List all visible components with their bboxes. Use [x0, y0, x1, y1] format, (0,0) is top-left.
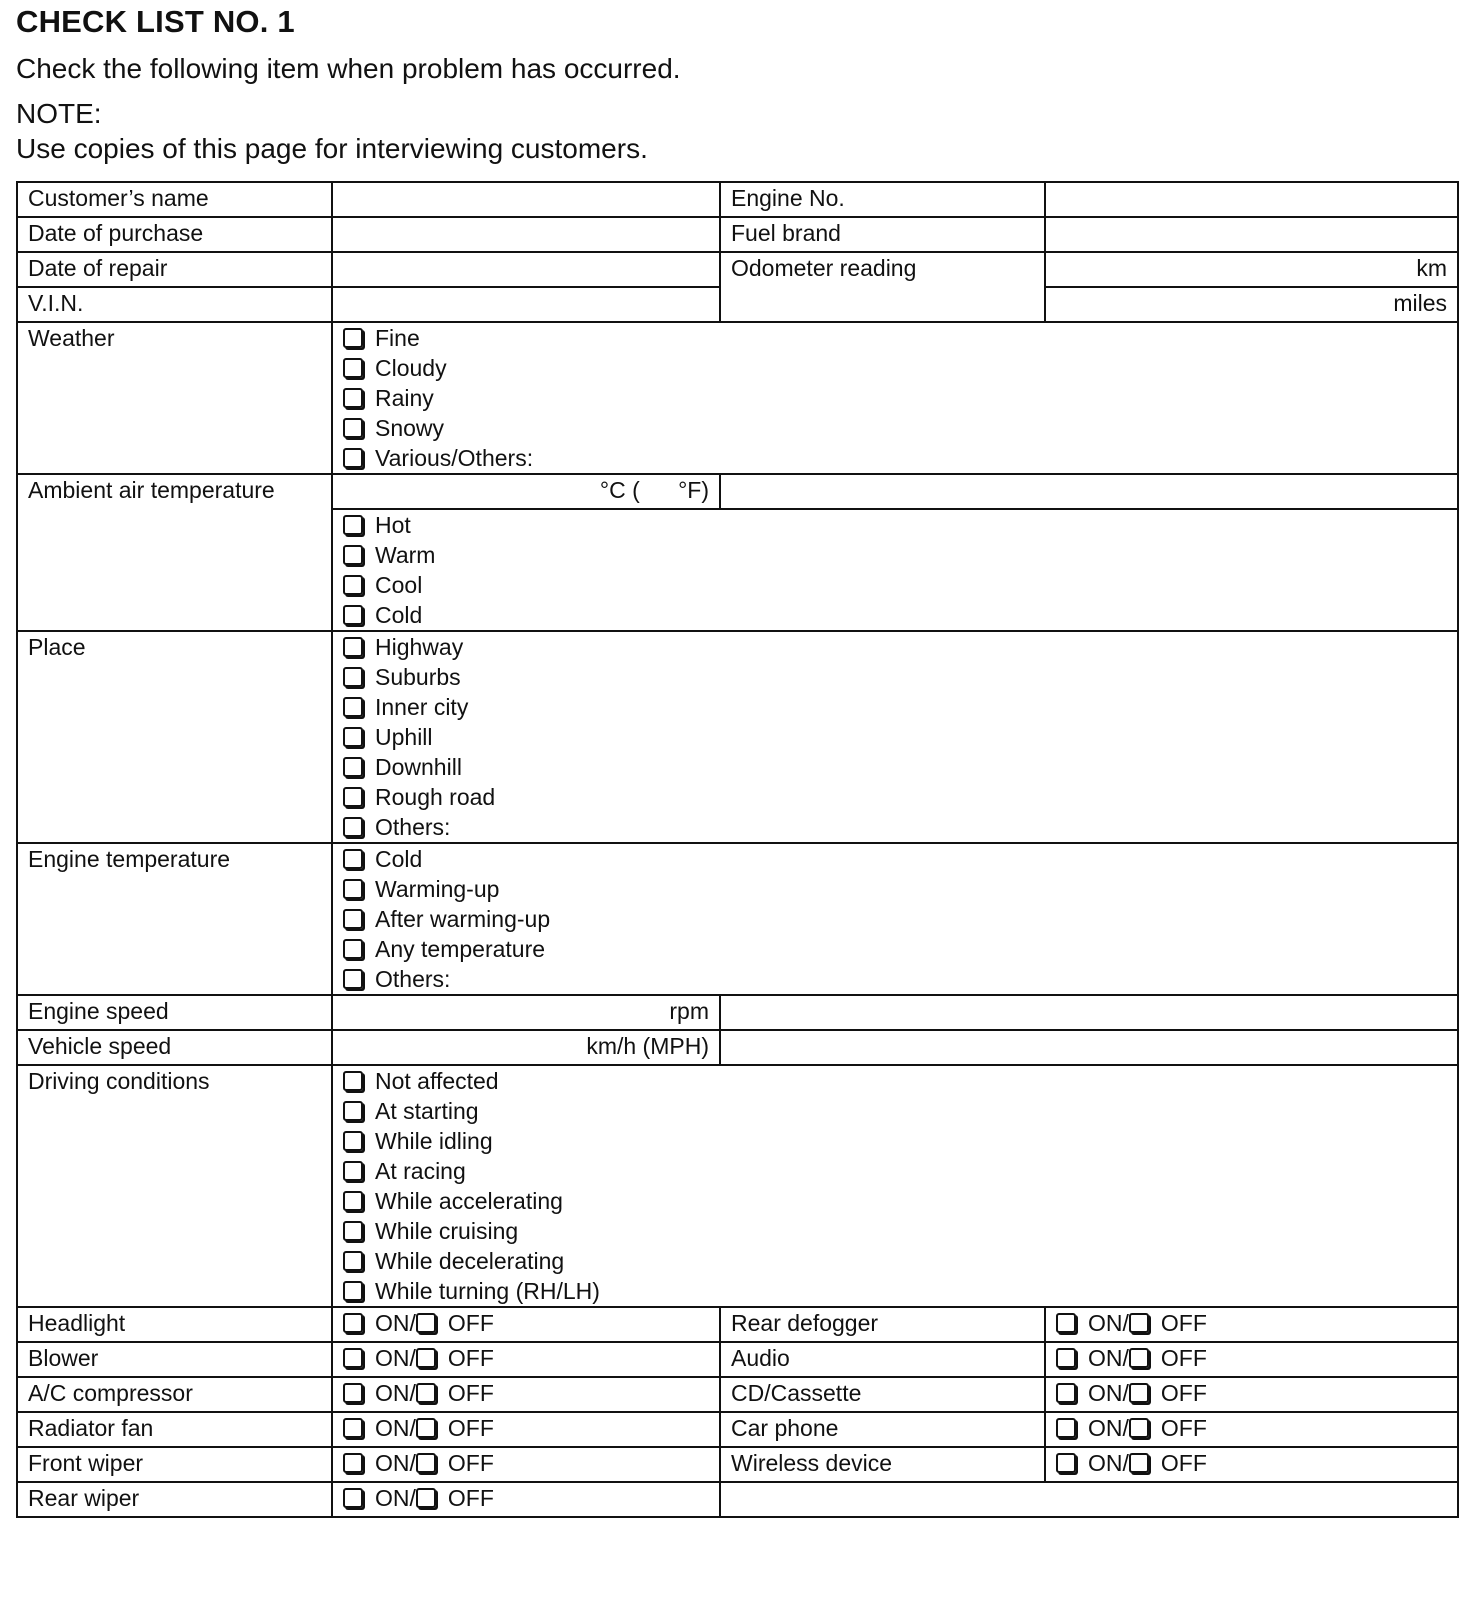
row-device-3	[17, 1377, 1458, 1412]
blower-onoff	[332, 1342, 720, 1377]
engine-temp-option[interactable]	[343, 904, 1447, 934]
row-weather	[17, 322, 1458, 474]
ac-compressor-onoff	[332, 1377, 720, 1412]
off-checkbox[interactable]	[416, 1418, 436, 1438]
odometer-miles-field[interactable]: miles	[1045, 287, 1458, 322]
option-label: Snowy	[375, 415, 445, 441]
ambient-option[interactable]	[343, 540, 1447, 570]
on-checkbox[interactable]	[1056, 1453, 1076, 1473]
headlight-onoff	[332, 1307, 720, 1342]
rear-defogger-onoff	[1045, 1307, 1458, 1342]
driving-option[interactable]	[343, 1246, 1447, 1276]
option-label: Rainy	[375, 385, 434, 411]
checkbox[interactable]	[343, 605, 363, 625]
wireless-device-label: Wireless device	[720, 1447, 1045, 1482]
place-options	[332, 631, 1458, 843]
on-label: ON/	[375, 1345, 416, 1371]
blower-label: Blower	[17, 1342, 332, 1377]
checkbox[interactable]	[343, 667, 363, 687]
off-label: OFF	[1160, 1380, 1207, 1406]
off-checkbox[interactable]	[416, 1488, 436, 1508]
checkbox[interactable]	[343, 727, 363, 747]
option-label: Not affected	[375, 1068, 499, 1094]
date-of-purchase-label: Date of purchase	[17, 217, 332, 252]
driving-option[interactable]	[343, 1096, 1447, 1126]
vin-field[interactable]	[332, 287, 720, 322]
fuel-brand-label: Fuel brand	[720, 217, 1045, 252]
on-label: ON/	[1088, 1415, 1129, 1441]
vin-label: V.I.N.	[17, 287, 332, 322]
option-label: Fine	[375, 325, 420, 351]
engine-speed-blank	[720, 995, 1458, 1030]
ambient-option[interactable]	[343, 600, 1447, 630]
instruction-text: Check the following item when problem has occurred.	[16, 53, 681, 84]
checkbox[interactable]	[343, 1071, 363, 1091]
on-checkbox[interactable]	[343, 1348, 363, 1368]
row-device-4	[17, 1412, 1458, 1447]
date-of-purchase-field[interactable]	[332, 217, 720, 252]
checkbox[interactable]	[343, 388, 363, 408]
driving-option[interactable]	[343, 1156, 1447, 1186]
place-option[interactable]	[343, 662, 1447, 692]
option-label: Various/Others:	[375, 445, 534, 471]
weather-options	[332, 322, 1458, 474]
checkbox[interactable]	[343, 1131, 363, 1151]
off-label: OFF	[447, 1310, 494, 1336]
ambient-option[interactable]	[343, 510, 1447, 540]
driving-conditions-label: Driving conditions	[17, 1065, 332, 1307]
off-label: OFF	[447, 1415, 494, 1441]
front-wiper-onoff	[332, 1447, 720, 1482]
on-checkbox[interactable]	[343, 1418, 363, 1438]
place-option[interactable]	[343, 812, 1447, 842]
checkbox[interactable]	[343, 418, 363, 438]
car-phone-onoff	[1045, 1412, 1458, 1447]
check-list-table	[16, 181, 1459, 1518]
place-option[interactable]	[343, 782, 1447, 812]
engine-speed-field[interactable]: rpm	[332, 995, 720, 1030]
on-label: ON/	[375, 1380, 416, 1406]
option-label: Warming-up	[375, 876, 500, 902]
rear-wiper-onoff	[332, 1482, 720, 1517]
checkbox[interactable]	[343, 879, 363, 899]
driving-option[interactable]	[343, 1216, 1447, 1246]
off-checkbox[interactable]	[1129, 1383, 1149, 1403]
engine-temp-option[interactable]	[343, 964, 1447, 994]
audio-onoff	[1045, 1342, 1458, 1377]
option-label: Downhill	[375, 754, 462, 780]
off-checkbox[interactable]	[1129, 1313, 1149, 1333]
engine-temp-options	[332, 843, 1458, 995]
ambient-option[interactable]	[343, 570, 1447, 600]
front-wiper-label: Front wiper	[17, 1447, 332, 1482]
driving-option[interactable]	[343, 1066, 1447, 1096]
option-label: While accelerating	[375, 1188, 563, 1214]
driving-option[interactable]	[343, 1186, 1447, 1216]
row-engine-temp	[17, 843, 1458, 995]
checkbox[interactable]	[343, 1191, 363, 1211]
empty-cell	[720, 1482, 1458, 1517]
option-label: At starting	[375, 1098, 479, 1124]
on-checkbox[interactable]	[343, 1453, 363, 1473]
row-engine-speed	[17, 995, 1458, 1030]
off-checkbox[interactable]	[416, 1383, 436, 1403]
option-label: Suburbs	[375, 664, 461, 690]
odometer-reading-label: Odometer reading	[720, 252, 1045, 322]
checkbox[interactable]	[343, 697, 363, 717]
date-of-repair-label: Date of repair	[17, 252, 332, 287]
weather-option[interactable]	[343, 383, 1447, 413]
row-place	[17, 631, 1458, 843]
vehicle-speed-field[interactable]: km/h (MPH)	[332, 1030, 720, 1065]
row-customer	[17, 182, 1458, 217]
checkbox[interactable]	[343, 1221, 363, 1241]
place-option[interactable]	[343, 722, 1447, 752]
page-title: CHECK LIST NO. 1	[16, 4, 295, 39]
vehicle-speed-blank	[720, 1030, 1458, 1065]
ambient-options	[332, 509, 1458, 631]
engine-no-field[interactable]	[1045, 182, 1458, 217]
checkbox[interactable]	[343, 849, 363, 869]
off-label: OFF	[447, 1450, 494, 1476]
driving-option[interactable]	[343, 1126, 1447, 1156]
option-label: Cold	[375, 602, 423, 628]
off-checkbox[interactable]	[416, 1348, 436, 1368]
place-option[interactable]	[343, 692, 1447, 722]
vehicle-speed-label: Vehicle speed	[17, 1030, 332, 1065]
on-label: ON/	[375, 1450, 416, 1476]
row-device-6	[17, 1482, 1458, 1517]
off-label: OFF	[447, 1485, 494, 1511]
row-ambient-temp	[17, 474, 1458, 509]
on-label: ON/	[375, 1415, 416, 1441]
weather-option[interactable]	[343, 323, 1447, 353]
on-checkbox[interactable]	[1056, 1313, 1076, 1333]
checkbox[interactable]	[343, 757, 363, 777]
row-driving-conditions	[17, 1065, 1458, 1307]
on-label: ON/	[375, 1310, 416, 1336]
on-checkbox[interactable]	[1056, 1348, 1076, 1368]
on-checkbox[interactable]	[343, 1488, 363, 1508]
cd-cassette-onoff	[1045, 1377, 1458, 1412]
option-label: While turning (RH/LH)	[375, 1278, 600, 1304]
option-label: Inner city	[375, 694, 469, 720]
off-label: OFF	[1160, 1345, 1207, 1371]
cd-cassette-label: CD/Cassette	[720, 1377, 1045, 1412]
option-label: While idling	[375, 1128, 493, 1154]
off-checkbox[interactable]	[416, 1313, 436, 1333]
customers-name-field[interactable]	[332, 182, 720, 217]
odometer-km-field[interactable]: km	[1045, 252, 1458, 287]
option-label: While cruising	[375, 1218, 519, 1244]
checkbox[interactable]	[343, 969, 363, 989]
checkbox[interactable]	[343, 1251, 363, 1271]
rear-defogger-label: Rear defogger	[720, 1307, 1045, 1342]
note-label: NOTE:	[16, 98, 102, 129]
off-label: OFF	[1160, 1415, 1207, 1441]
on-label: ON/	[1088, 1380, 1129, 1406]
checkbox[interactable]	[343, 575, 363, 595]
fuel-brand-field[interactable]	[1045, 217, 1458, 252]
option-label: Highway	[375, 634, 464, 660]
rear-wiper-label: Rear wiper	[17, 1482, 332, 1517]
customers-name-label: Customer’s name	[17, 182, 332, 217]
row-repair	[17, 252, 1458, 287]
place-option[interactable]	[343, 752, 1447, 782]
option-label: Others:	[375, 814, 451, 840]
engine-no-label: Engine No.	[720, 182, 1045, 217]
on-label: ON/	[375, 1485, 416, 1511]
headlight-label: Headlight	[17, 1307, 332, 1342]
engine-speed-label: Engine speed	[17, 995, 332, 1030]
audio-label: Audio	[720, 1342, 1045, 1377]
off-label: OFF	[1160, 1310, 1207, 1336]
ambient-temp-blank	[720, 474, 1458, 509]
checkbox[interactable]	[343, 939, 363, 959]
engine-temp-option[interactable]	[343, 934, 1447, 964]
checkbox[interactable]	[343, 1161, 363, 1181]
on-checkbox[interactable]	[1056, 1383, 1076, 1403]
option-label: Others:	[375, 966, 451, 992]
note-text: Use copies of this page for interviewing customers.	[16, 133, 648, 164]
ambient-temp-field[interactable]: °C ( °F)	[332, 474, 720, 509]
engine-temp-option[interactable]	[343, 844, 1447, 874]
engine-temp-label: Engine temperature	[17, 843, 332, 995]
checkbox[interactable]	[343, 817, 363, 837]
place-option[interactable]	[343, 632, 1447, 662]
engine-temp-option[interactable]	[343, 874, 1447, 904]
checkbox[interactable]	[343, 358, 363, 378]
row-device-5	[17, 1447, 1458, 1482]
checkbox[interactable]	[343, 909, 363, 929]
driving-conditions-options	[332, 1065, 1458, 1307]
option-label: Cold	[375, 846, 423, 872]
ambient-temp-label: Ambient air temperature	[17, 474, 332, 631]
option-label: While decelerating	[375, 1248, 565, 1274]
option-label: Hot	[375, 512, 411, 538]
checkbox[interactable]	[343, 515, 363, 535]
ac-compressor-label: A/C compressor	[17, 1377, 332, 1412]
option-label: Cloudy	[375, 355, 447, 381]
off-label: OFF	[447, 1380, 494, 1406]
option-label: At racing	[375, 1158, 466, 1184]
off-label: OFF	[447, 1345, 494, 1371]
option-label: Any temperature	[375, 936, 546, 962]
weather-label: Weather	[17, 322, 332, 474]
on-label: ON/	[1088, 1310, 1129, 1336]
weather-option[interactable]	[343, 353, 1447, 383]
weather-option[interactable]	[343, 443, 1447, 473]
row-vehicle-speed	[17, 1030, 1458, 1065]
on-checkbox[interactable]	[343, 1313, 363, 1333]
car-phone-label: Car phone	[720, 1412, 1045, 1447]
off-checkbox[interactable]	[1129, 1418, 1149, 1438]
option-label: After warming-up	[375, 906, 551, 932]
off-checkbox[interactable]	[1129, 1348, 1149, 1368]
option-label: Warm	[375, 542, 436, 568]
checkbox[interactable]	[343, 1281, 363, 1301]
row-device-2	[17, 1342, 1458, 1377]
checkbox[interactable]	[343, 545, 363, 565]
place-label: Place	[17, 631, 332, 843]
row-device-1	[17, 1307, 1458, 1342]
weather-option[interactable]	[343, 413, 1447, 443]
off-checkbox[interactable]	[1129, 1453, 1149, 1473]
checkbox[interactable]	[343, 328, 363, 348]
checkbox[interactable]	[343, 787, 363, 807]
option-label: Cool	[375, 572, 423, 598]
off-label: OFF	[1160, 1450, 1207, 1476]
radiator-fan-onoff	[332, 1412, 720, 1447]
off-checkbox[interactable]	[416, 1453, 436, 1473]
checkbox[interactable]	[343, 1101, 363, 1121]
date-of-repair-field[interactable]	[332, 252, 720, 287]
on-label: ON/	[1088, 1345, 1129, 1371]
on-checkbox[interactable]	[1056, 1418, 1076, 1438]
row-purchase	[17, 217, 1458, 252]
on-checkbox[interactable]	[343, 1383, 363, 1403]
checkbox[interactable]	[343, 637, 363, 657]
wireless-device-onoff	[1045, 1447, 1458, 1482]
driving-option[interactable]	[343, 1276, 1447, 1306]
checkbox[interactable]	[343, 448, 363, 468]
radiator-fan-label: Radiator fan	[17, 1412, 332, 1447]
option-label: Uphill	[375, 724, 433, 750]
on-label: ON/	[1088, 1450, 1129, 1476]
option-label: Rough road	[375, 784, 496, 810]
